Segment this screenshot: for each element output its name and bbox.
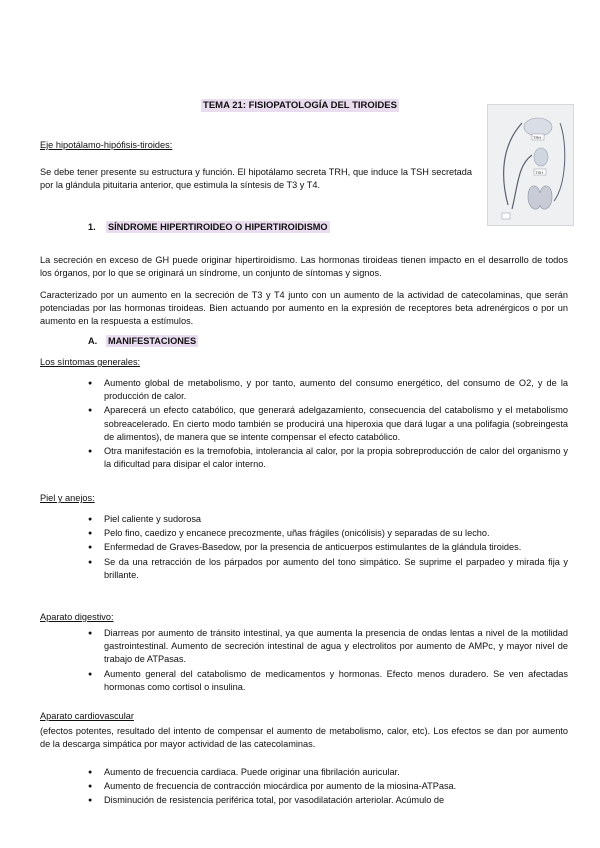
figure-label-tsh: TSH: [535, 170, 543, 175]
piel-list: [88, 513, 568, 583]
thyroid-axis-figure: [487, 104, 574, 226]
list-item: ● Otra manifestación es la tremofobia, intolerancia al calor, por la propia sobreproducción de calor del organismo y la dificultad para disipar el calor interno.: [88, 445, 568, 471]
list-item: ● Aumento global de metabolismo, y por tanto, aumento del consumo energético, del consumo de O2, y de la producción de calor.: [88, 377, 568, 403]
digestivo-list: [88, 627, 568, 695]
list-item: ● Aparecerá un efecto catabólico, que generará adelgazamiento, consecuencia del catabolismo y el metabolismo sobreacelerado. En cierto modo también se producirá una hiperoxia que dará lugar a una polifagia (sobreingesta de alimentos), de manera que se intente compensar el efecto catabólico.: [88, 404, 568, 444]
list-item: ● Enfermedad de Graves-Basedow, por la presencia de anticuerpos estimulantes de la glándula tiroides.: [88, 541, 568, 554]
section-a-heading: A. MANIFESTACIONES: [88, 336, 197, 346]
cardio-list: [88, 766, 568, 809]
figure-label-trh: TRH: [533, 135, 542, 140]
page-title: TEMA 21: FISIOPATOLOGÍA DEL TIROIDES: [203, 100, 397, 111]
thyroid-diagram-illustration: [488, 105, 573, 225]
list-item: ● Pelo fino, caedizo y encanece precozmente, uñas frágiles (onicólisis) y separadas de su lecho.: [88, 527, 568, 540]
cardio-heading: Aparato cardiovascular: [40, 711, 134, 721]
sintomas-list: [88, 377, 568, 472]
section-1-paragraph-1: La secreción en exceso de GH puede originar hipertiroidismo. Las hormonas tiroideas tienen impacto en el desarrollo de todos los órganos, por lo que se originará un síndrome, un conjunto de síntomas y signos.: [40, 255, 568, 279]
list-item: ● Disminución de resistencia periférica total, por vasodilatación arteriolar. Acúmulo de: [88, 794, 568, 807]
eje-text: Se debe tener presente su estructura y función. El hipotálamo secreta TRH, que induce la TSH secretada por la glándula pituitaria anterior, que estimula la síntesis de T3 y T4.: [40, 167, 472, 191]
piel-heading: Piel y anejos:: [40, 493, 95, 503]
digestivo-heading: Aparato digestivo:: [40, 612, 114, 622]
cardio-text: (efectos potentes, resultado del intento de compensar el aumento de metabolismo, calor, etc). Los efectos se dan por aumento de la descarga simpática por mayor actividad de las catecolaminas.: [40, 726, 568, 750]
list-item: ● Diarreas por aumento de tránsito intestinal, ya que aumenta la presencia de ondas lentas a nivel de la motilidad gastrointestinal. Aumento de secreción intestinal de agua y electrolitos por aumento de AMPc, y mayor nivel de trabajo de ATPasas.: [88, 627, 568, 667]
list-item: ● Aumento general del catabolismo de medicamentos y hormonas. Efecto menos duradero. Se ven afectadas hormonas como cortisol o insulina.: [88, 668, 568, 694]
list-item: ● Aumento de frecuencia cardiaca. Puede originar una fibrilación auricular.: [88, 766, 568, 779]
list-item: ● Se da una retracción de los párpados por aumento del tono simpático. Se suprime el parpadeo y mirada fija y brillante.: [88, 556, 568, 582]
section-1-paragraph-2: Caracterizado por un aumento en la secreción de T3 y T4 junto con un aumento de la actividad de catecolaminas, que serán potenciadas por las hormonas tiroideas. Bien actuando por aumento en la expresión de receptores beta adrenérgicos o por un aumento en la respuesta a estímulos.: [40, 290, 568, 327]
section-1-heading: 1. SÍNDROME HIPERTIROIDEO O HIPERTIROIDISMO: [88, 222, 328, 232]
eje-heading: Eje hipotálamo-hipófisis-tiroides:: [40, 140, 173, 150]
list-item: ● Aumento de frecuencia de contracción miocárdica por aumento de la miosina-ATPasa.: [88, 780, 568, 793]
sintomas-heading: Los síntomas generales:: [40, 357, 141, 367]
list-item: ● Piel caliente y sudorosa: [88, 513, 568, 526]
